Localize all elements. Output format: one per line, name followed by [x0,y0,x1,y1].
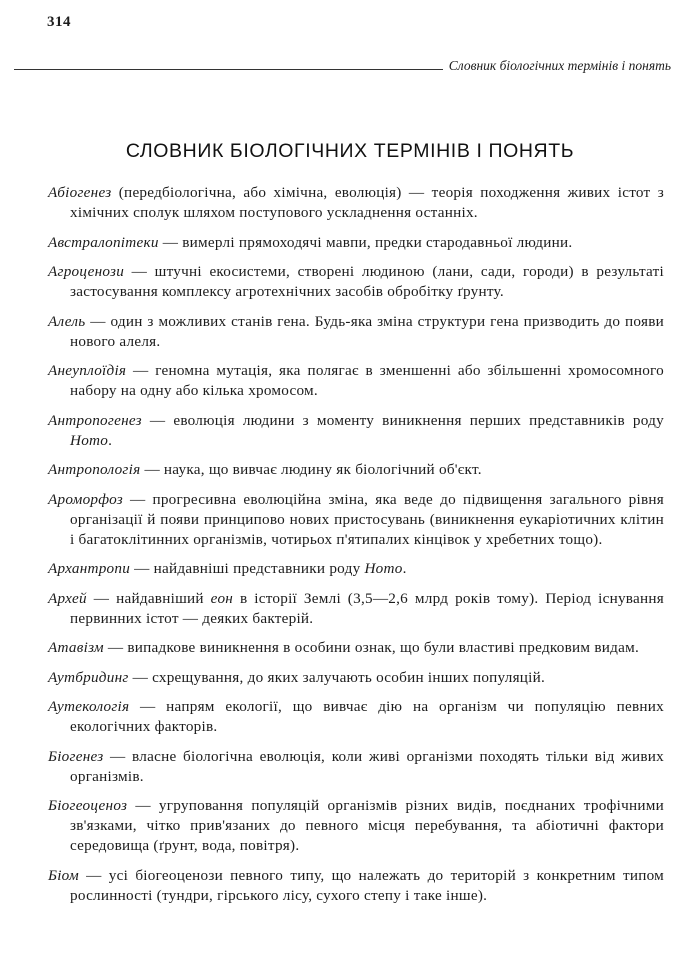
entry-definition: — штучні екосистеми, створені людиною (лани, сади, городи) в результаті застосування комплексу агротехнічних засобів обробітку ґрунту. [70,263,664,300]
glossary-entry [48,490,664,550]
entry-tail: в історії Землі (3,5—2,6 млрд років тому). Період існування первинних істот — деяких бактерій. [70,589,664,627]
glossary-entry [48,866,664,906]
entry-definition: — прогресивна еволюційна зміна, яка веде до підвищення загального рівня організації й появи принципово нових пристосувань (виникнення еукаріотичних клітин і багатоклітинних організмів, чотирьох п'ятипалих кінцівок у хребетних тощо). [70,490,664,548]
entry-term: Алель [48,312,86,330]
entry-definition: — найдавніші представники роду [130,560,365,577]
glossary-entry [48,796,664,856]
entry-definition: — схрещування, до яких залучають особин інших популяцій. [128,668,546,686]
glossary-entry [48,668,664,688]
entry-definition: — випадкове виникнення в особини ознак, що були властиві предковим видам. [103,639,639,656]
glossary-entry [48,262,664,302]
entry-definition: — геномна мутація, яка полягає в зменшенні або збільшенні хромосомного набору на одну або кілька хромосом. [70,362,664,399]
entry-term: Ароморфоз [48,490,123,508]
entry-term: Атавізм [48,639,104,656]
entry-term: Біогеоценоз [48,797,128,814]
entry-italic-word: Homo [364,560,403,577]
entry-definition: (передбіологічна, або хімічна, еволюція) — теорія походження живих істот з хімічних сполук шляхом поступового ускладнення останніх. [70,184,664,221]
entry-term: Агроценози [48,263,125,280]
glossary-entries [48,183,664,915]
entry-term: Аутекологія [48,698,130,715]
glossary-entry [48,460,664,480]
entry-term: Антропологія [48,461,141,478]
entry-tail: . [108,431,113,449]
entry-definition: — усі біогеоценози певного типу, що належать до територій з конкретним типом рослинності (тундри, гірського лісу, сухого степу і таке інше). [70,866,664,904]
entry-term: Архантропи [48,560,131,577]
entry-definition: — напрям екології, що вивчає дію на організм чи популяцію певних екологічних факторів. [70,698,664,735]
glossary-entry [48,361,664,401]
entry-definition: — один з можливих станів гена. Будь-яка зміна структури гена призводить до появи нового алеля. [70,312,664,350]
glossary-entry [48,638,664,658]
page-number: 314 [47,14,71,30]
entry-definition: — угруповання популяцій організмів різних видів, поєднаних трофічними зв'язками, чітко прив'язаних до певного місця перебування, та абіотичні фактори середовища (ґрунт, вода, повітря). [70,797,664,854]
entry-italic-word: Homo [70,431,109,449]
entry-term: Австралопітеки [48,233,159,251]
glossary-entry [48,183,664,223]
entry-term: Анеуплоїдія [48,362,127,379]
glossary-entry [48,697,664,737]
entry-term: Біогенез [48,747,104,765]
glossary-entry [48,589,664,629]
entry-term: Архей [48,589,87,607]
entry-definition: — наука, що вивчає людину як біологічний об'єкт. [140,461,482,478]
entry-term: Аутбридинг [48,668,129,686]
glossary-entry [48,233,664,253]
entry-term: Абіогенез [48,184,112,201]
running-header-title: Словник біологічних термінів і понять [448,58,671,73]
page-title: СЛОВНИК БІОЛОГІЧНИХ ТЕРМІНІВ І ПОНЯТЬ [125,140,575,162]
glossary-entry [48,411,664,451]
glossary-entry [48,559,664,579]
glossary-entry [48,747,664,787]
entry-definition: — еволюція людини з моменту виникнення перших представників роду [141,411,664,429]
header-rule [14,69,443,70]
entry-definition: — власне біологічна еволюція, коли живі організми походять тільки від живих організмів. [70,747,664,785]
entry-definition: — найдавніший [86,589,211,607]
entry-term: Біом [48,866,79,884]
glossary-entry [48,312,664,352]
entry-italic-word: еон [210,589,234,607]
entry-tail: . [402,560,407,577]
entry-term: Антропогенез [48,411,142,429]
running-header [14,52,671,74]
entry-definition: — вимерлі прямоходячі мавпи, предки стародавньої людини. [158,233,573,251]
